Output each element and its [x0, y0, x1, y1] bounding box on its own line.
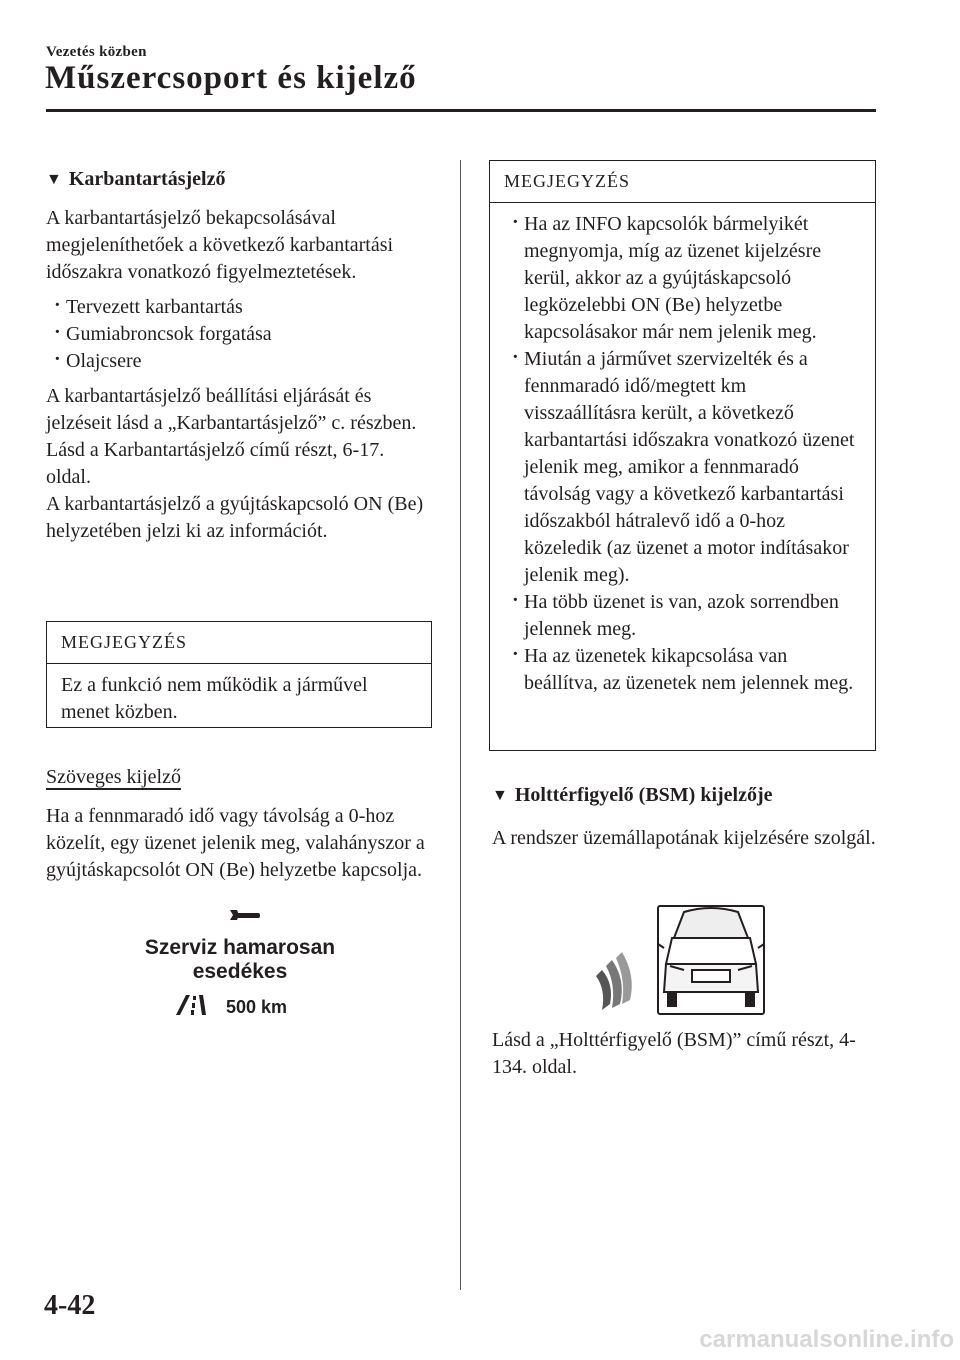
- list-item: · Olajcsere: [46, 348, 431, 375]
- list-item: · Ha az üzenetek kikapcsolása van beállítva, az üzenetek nem jelennek meg.: [504, 643, 861, 697]
- road-distance-icon: [172, 994, 210, 1016]
- column-divider: [460, 160, 461, 1290]
- list-item: · Ha több üzenet is van, azok sorrendben jelennek meg.: [504, 589, 861, 643]
- settings-paragraph: A karbantartásjelző beállítási eljárását és jelzéseit lásd a „Karbantartásjelző” c. részben.: [46, 385, 417, 434]
- maintenance-heading: [46, 166, 431, 193]
- display-distance: 500 km: [226, 997, 288, 1017]
- display-line-1: Szerviz hamarosan: [144, 936, 336, 959]
- bsm-heading-text: Holttérfigyelő (BSM) kijelzője: [514, 784, 773, 806]
- note-text: Ez a funkció nem működik a járművel menet közben.: [61, 674, 368, 723]
- triangle-marker-icon: ▼: [46, 171, 62, 188]
- wrench-icon: [228, 906, 264, 924]
- reference-paragraph: Lásd a Karbantartásjelző című részt, 6-17. oldal.: [46, 439, 385, 488]
- service-display-illustration: [120, 902, 360, 1022]
- maintenance-intro: A karbantartásjelző bekapcsolásával megjeleníthetőek a következő karbantartási időszakra vonatkozó figyelmeztetések.: [46, 207, 394, 283]
- note-list: [490, 203, 875, 707]
- note-title: MEGJEGYZÉS: [490, 161, 875, 203]
- text-display-section: [46, 764, 431, 884]
- bsm-reference-paragraph: Lásd a „Holttérfigyelő (BSM)” című részt, 4-134. oldal.: [492, 1029, 856, 1078]
- left-column: [46, 166, 431, 545]
- car-rear-icon: [658, 906, 764, 1014]
- chapter-title: Műszercsoport és kijelző: [45, 60, 417, 96]
- text-display-paragraph: Ha a fennmaradó idő vagy távolság a 0-hoz közelít, egy üzenet jelenik meg, valahányszor a gyújtáskapcsolót ON (Be) helyzetbe kapcsolja.: [46, 805, 425, 881]
- list-item: · Tervezett karbantartás: [46, 294, 431, 321]
- triangle-marker-icon: ▼: [492, 787, 508, 804]
- maintenance-list: [46, 294, 431, 375]
- note-box-left: [46, 621, 432, 728]
- bsm-section: [492, 782, 877, 852]
- bsm-paragraph: A rendszer üzemállapotának kijelzésére szolgál.: [492, 827, 876, 849]
- ignition-paragraph: A karbantartásjelző a gyújtáskapcsoló ON (Be) helyzetében jelzi ki az információt.: [46, 493, 424, 542]
- note-title: MEGJEGYZÉS: [47, 622, 431, 664]
- page-number: 4-42: [44, 1290, 96, 1321]
- display-line-2: esedékes: [192, 960, 288, 983]
- bsm-warning-waves-icon: [596, 952, 632, 1010]
- bsm-car-illustration: [580, 900, 780, 1020]
- watermark: carmanualsonline.info: [699, 1326, 954, 1353]
- header-rule: [46, 109, 876, 112]
- list-item: · Ha az INFO kapcsolók bármelyikét megnyomja, míg az üzenet kijelzésre kerül, akkor az a gyújtáskapcsoló legközelebbi ON (Be) helyzetbe kapcsolásakor már nem jelenik meg.: [504, 211, 861, 346]
- list-item: · Miután a járművet szervizelték és a fennmaradó idő/megtett km visszaállításra került, a következő karbantartási időszakra vonatkozó üzenet jelenik meg, amikor a fennmaradó távolság vagy a következő karbantartási időszakból hátralevő idő a 0-hoz közeledik (az üzenet a motor indításakor jelenik meg).: [504, 346, 861, 589]
- bsm-reference: [492, 1027, 877, 1081]
- note-box-right: [489, 160, 876, 751]
- list-item: · Gumiabroncsok forgatása: [46, 321, 431, 348]
- bsm-heading: [492, 782, 877, 809]
- maintenance-heading-text: Karbantartásjelző: [68, 168, 226, 190]
- section-label: Vezetés közben: [46, 44, 147, 60]
- text-display-heading: Szöveges kijelző: [46, 766, 181, 788]
